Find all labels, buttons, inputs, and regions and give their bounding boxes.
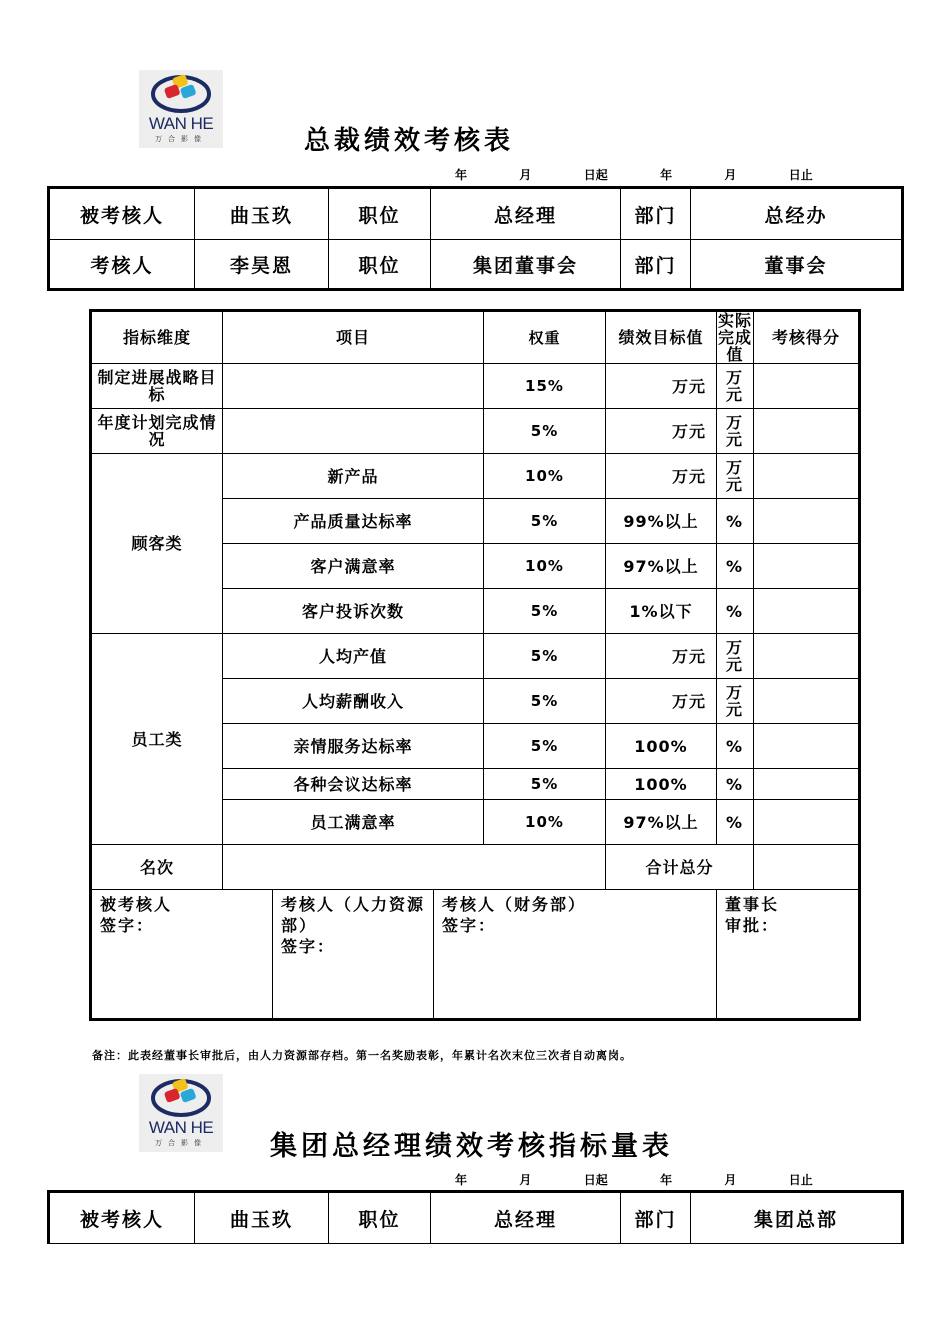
weight-cell: 5% xyxy=(484,769,606,800)
actual-cell: 万元 xyxy=(717,634,754,679)
item-cell: 人均薪酬收入 xyxy=(223,679,484,724)
form1-title: 总裁绩效考核表 xyxy=(304,126,515,156)
table-row xyxy=(91,454,860,499)
rank-label: 名次 xyxy=(91,845,223,890)
signature-assessee[interactable] xyxy=(91,890,273,1020)
label-assessor: 考核人 xyxy=(49,240,195,290)
target-cell: 万元 xyxy=(606,679,717,724)
weight-cell: 5% xyxy=(484,634,606,679)
form1-note: 备注：此表经董事长审批后，由人力资源部存档。第一名奖励表彰，年累计名次末位三次者自动离岗。 xyxy=(92,1049,632,1062)
weight-cell: 5% xyxy=(484,409,606,454)
weight-cell: 10% xyxy=(484,544,606,589)
item-cell: 人均产值 xyxy=(223,634,484,679)
label-department: 部门 xyxy=(621,188,691,240)
company-logo xyxy=(139,1074,223,1152)
department-value: 董事会 xyxy=(691,240,903,290)
item-cell: 产品质量达标率 xyxy=(223,499,484,544)
actual-cell: 万元 xyxy=(717,364,754,409)
score-cell xyxy=(754,454,860,499)
info-row xyxy=(49,188,903,240)
header-target: 绩效目标值 xyxy=(606,311,717,364)
signature-role: 考核人（人力资源部） xyxy=(281,895,426,935)
item-cell: 亲情服务达标率 xyxy=(223,724,484,769)
item-cell xyxy=(223,364,484,409)
assessor-name: 李昊恩 xyxy=(195,240,329,290)
table-row xyxy=(91,409,860,454)
label-position: 职位 xyxy=(329,240,431,290)
weight-cell: 10% xyxy=(484,454,606,499)
item-cell: 员工满意率 xyxy=(223,800,484,845)
score-cell xyxy=(754,724,860,769)
signature-role: 考核人（财务部） xyxy=(442,895,587,914)
weight-cell: 5% xyxy=(484,499,606,544)
form2-title: 集团总经理绩效考核指标量表 xyxy=(270,1131,673,1162)
weight-cell: 15% xyxy=(484,364,606,409)
score-cell xyxy=(754,544,860,589)
info-row xyxy=(49,240,903,290)
logo-emblem xyxy=(139,70,223,116)
label-department: 部门 xyxy=(621,1192,691,1244)
score-cell xyxy=(754,364,860,409)
logo-wordmark: WAN HE xyxy=(148,1118,214,1137)
form1-info-table xyxy=(47,186,904,291)
target-cell: 100% xyxy=(606,724,717,769)
signature-row xyxy=(91,890,860,1020)
info-row xyxy=(49,1192,903,1244)
score-cell xyxy=(754,589,860,634)
signature-hr[interactable] xyxy=(273,890,434,1020)
actual-cell: % xyxy=(717,800,754,845)
total-value xyxy=(754,845,860,890)
weight-cell: 5% xyxy=(484,589,606,634)
target-cell: 万元 xyxy=(606,409,717,454)
target-cell: 99%以上 xyxy=(606,499,717,544)
signature-action: 审批： xyxy=(725,916,780,935)
target-cell: 97%以上 xyxy=(606,800,717,845)
item-cell: 新产品 xyxy=(223,454,484,499)
form1-date-range: 年 月 日起 年 月 日止 xyxy=(455,168,813,182)
logo-emblem xyxy=(139,1074,223,1120)
department-value: 集团总部 xyxy=(691,1192,903,1244)
form2-date-range: 年 月 日起 年 月 日止 xyxy=(455,1173,813,1187)
actual-cell: % xyxy=(717,589,754,634)
dimension-cell: 年度计划完成情况 xyxy=(91,409,223,454)
signature-action: 签字： xyxy=(100,916,155,935)
target-cell: 万元 xyxy=(606,364,717,409)
actual-cell: % xyxy=(717,544,754,589)
assessee-name: 曲玉玖 xyxy=(195,1192,329,1244)
score-cell xyxy=(754,499,860,544)
signature-chairman[interactable] xyxy=(717,890,860,1020)
actual-cell: 万元 xyxy=(717,409,754,454)
actual-cell: % xyxy=(717,769,754,800)
actual-cell: 万元 xyxy=(717,454,754,499)
target-cell: 万元 xyxy=(606,454,717,499)
header-weight: 权重 xyxy=(484,311,606,364)
label-position: 职位 xyxy=(329,188,431,240)
signature-action: 签字： xyxy=(442,916,497,935)
dimension-cell: 员工类 xyxy=(91,634,223,845)
logo-wordmark: WAN HE xyxy=(148,114,214,133)
dimension-cell: 顾客类 xyxy=(91,454,223,634)
total-row xyxy=(91,845,860,890)
score-cell xyxy=(754,409,860,454)
table-row xyxy=(91,364,860,409)
position-value: 集团董事会 xyxy=(431,240,621,290)
item-cell xyxy=(223,409,484,454)
logo-subtitle: 万合影像 xyxy=(155,1139,207,1147)
total-label: 合计总分 xyxy=(606,845,754,890)
header-item: 项目 xyxy=(223,311,484,364)
signature-finance[interactable] xyxy=(434,890,717,1020)
header-dimension: 指标维度 xyxy=(91,311,223,364)
table-header-row xyxy=(91,311,860,364)
logo-subtitle: 万合影像 xyxy=(155,135,207,143)
weight-cell: 10% xyxy=(484,800,606,845)
kpi-table xyxy=(89,309,861,1021)
score-cell xyxy=(754,679,860,724)
target-cell: 100% xyxy=(606,769,717,800)
dimension-cell: 制定进展战略目标 xyxy=(91,364,223,409)
position-value: 总经理 xyxy=(431,188,621,240)
signature-role: 被考核人 xyxy=(100,895,173,914)
signature-action: 签字： xyxy=(281,937,336,956)
target-cell: 万元 xyxy=(606,634,717,679)
score-cell xyxy=(754,769,860,800)
header-score: 考核得分 xyxy=(754,311,860,364)
rank-value xyxy=(223,845,606,890)
target-cell: 1%以下 xyxy=(606,589,717,634)
label-assessee: 被考核人 xyxy=(49,1192,195,1244)
company-logo xyxy=(139,70,223,148)
score-cell xyxy=(754,800,860,845)
label-department: 部门 xyxy=(621,240,691,290)
item-cell: 客户投诉次数 xyxy=(223,589,484,634)
item-cell: 各种会议达标率 xyxy=(223,769,484,800)
target-cell: 97%以上 xyxy=(606,544,717,589)
label-assessee: 被考核人 xyxy=(49,188,195,240)
department-value: 总经办 xyxy=(691,188,903,240)
weight-cell: 5% xyxy=(484,679,606,724)
label-position: 职位 xyxy=(329,1192,431,1244)
actual-cell: 万元 xyxy=(717,679,754,724)
weight-cell: 5% xyxy=(484,724,606,769)
form2-info-table xyxy=(47,1190,904,1244)
score-cell xyxy=(754,634,860,679)
signature-role: 董事长 xyxy=(725,895,780,914)
actual-cell: % xyxy=(717,499,754,544)
table-row xyxy=(91,634,860,679)
header-actual: 实际完成值 xyxy=(717,311,752,364)
position-value: 总经理 xyxy=(431,1192,621,1244)
assessee-name: 曲玉玖 xyxy=(195,188,329,240)
actual-cell: % xyxy=(717,724,754,769)
item-cell: 客户满意率 xyxy=(223,544,484,589)
